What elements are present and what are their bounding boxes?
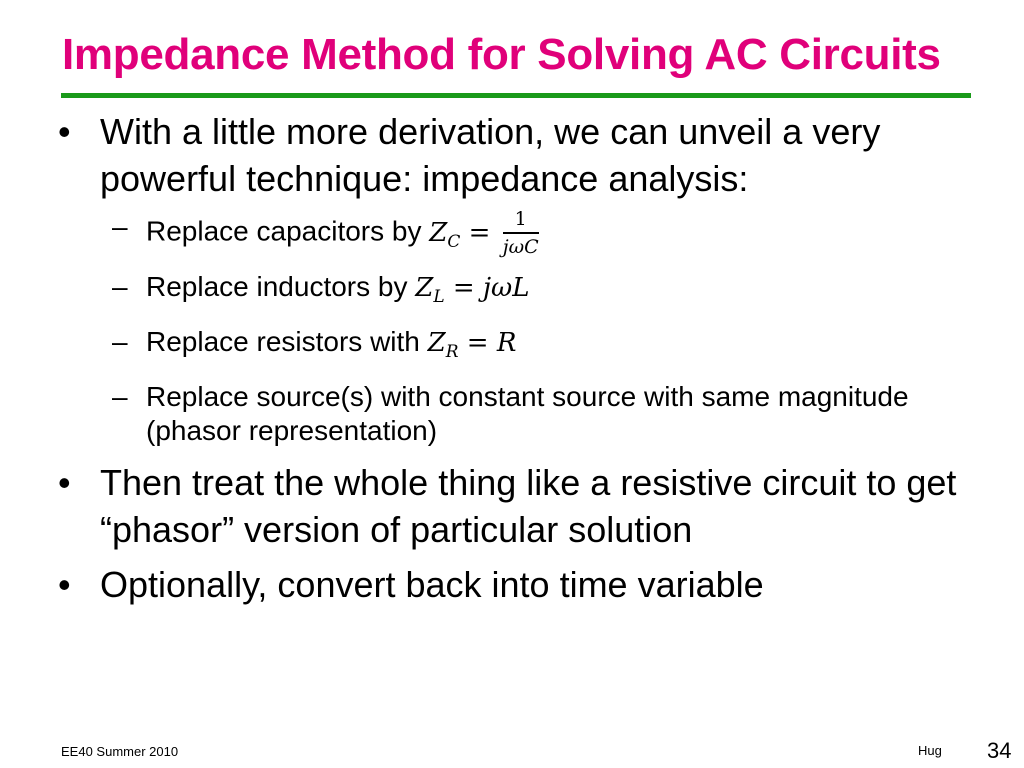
- eq-operator: =: [458, 327, 497, 358]
- eq-denominator: jωC: [502, 236, 539, 258]
- sub-item: [58, 380, 998, 448]
- bullet-text: Optionally, convert back into time variable: [100, 563, 764, 605]
- sub-item-text: Replace capacitors by: [146, 215, 430, 247]
- bullet-icon: •: [58, 461, 71, 503]
- eq-symbol: Z: [415, 272, 434, 303]
- eq-subscript: R: [445, 341, 459, 362]
- dash-icon: –: [112, 270, 128, 302]
- bullet-item: [58, 459, 998, 553]
- sub-item: [58, 325, 998, 369]
- eq-subscript: C: [447, 231, 461, 252]
- eq-symbol: Z: [429, 217, 448, 248]
- sub-item-text: Replace resistors with: [146, 325, 428, 357]
- sub-item-text: Replace inductors by: [146, 270, 416, 302]
- eq-rhs: R: [496, 327, 517, 358]
- eq-numerator: 1: [503, 210, 539, 234]
- eq-operator: =: [444, 272, 483, 303]
- slide-title: Impedance Method for Solving AC Circuits: [62, 30, 941, 79]
- bullet-item: [58, 561, 998, 608]
- equation-inductor: [415, 272, 530, 307]
- footer-course: EE40 Summer 2010: [61, 744, 179, 759]
- equation-resistor: [427, 327, 517, 362]
- bullet-item: [58, 108, 998, 202]
- sub-item-text: Replace source(s) with constant source with same magnitude (phasor representation): [146, 380, 909, 446]
- eq-operator: =: [460, 217, 499, 248]
- bullet-text: With a little more derivation, we can unveil a very powerful technique: impedance analysis:: [100, 111, 881, 199]
- eq-fraction: [503, 210, 539, 257]
- sub-item: [58, 270, 998, 314]
- dash-icon: –: [112, 211, 128, 242]
- bullet-icon: •: [58, 563, 71, 605]
- slide-number: 34: [987, 738, 1012, 763]
- slide-body: [58, 108, 998, 616]
- dash-icon: –: [112, 380, 128, 412]
- footer-author: Hug: [918, 743, 942, 758]
- bullet-text: Then treat the whole thing like a resistive circuit to get “phasor” version of particular solution: [100, 461, 957, 550]
- dash-icon: –: [112, 325, 128, 357]
- sub-item: [58, 210, 998, 259]
- eq-symbol: Z: [427, 327, 446, 358]
- eq-subscript: L: [433, 286, 445, 307]
- title-divider: [61, 93, 971, 98]
- equation-capacitor: [429, 208, 539, 258]
- eq-rhs: jωL: [482, 272, 530, 303]
- bullet-icon: •: [58, 111, 71, 152]
